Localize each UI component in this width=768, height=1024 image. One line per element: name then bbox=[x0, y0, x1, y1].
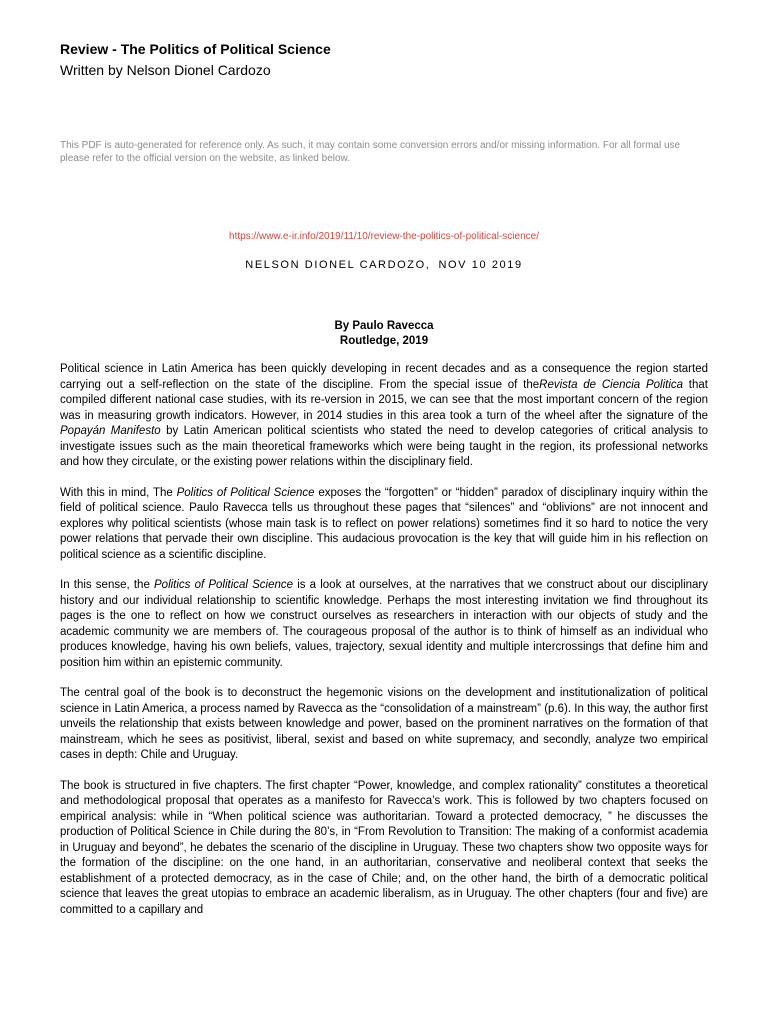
book-publisher: Routledge, 2019 bbox=[339, 335, 429, 347]
paragraph-5: The book is structured in five chapters. The first chapter “Power, knowledge, and complex rationality” constitutes a theoretical and methodological proposal that operates as a manifesto for Ravecca’s work. This is followed by two chapters focused on empirical analysis: while in “When political science was authoritarian. Toward a protected democracy, ” he discusses the production of Political Science in Chile during the 80’s, in “From Revolution to Transition: The making of a conformist academia in Uruguay and beyond”, he debates the scenario of the discipline in Uruguay. These two chapters show two opposite ways for the formation of the discipline: on the one hand, in an authoritarian, conservative and neoliberal context that seeks the establishment of a protected democracy, as in the case of Chile; and, on the other hand, the birth of a democratic political science that leaves the great utopias to embrace an academic liberalism, as in Uruguay. The other chapters (four and five) are committed to a capillary and bbox=[60, 779, 708, 916]
paragraph-1: Political science in Latin America has been quickly developing in recent decades and as a consequence the region started carrying out a self-reflection on the state of the discipline. From the special issue of theRevista de Ciencia Politica that compiled different national case studies, with its re-version in 2015, we can see that the most important concern of the region was in measuring growth indicators. However, in 2014 studies in this area took a turn of the wheel after the signature of the Popayán Manifesto by Latin American political scientists who stated the need to develop categories of critical analysis to investigate issues such as the main theoretical frameworks which were being taught in the region, its professional networks and how they circulate, or the existing power relations within the disciplinary field. bbox=[60, 363, 709, 468]
byline-author: NELSON DIONEL CARDOZO, bbox=[245, 259, 431, 271]
byline-date: NOV 10 2019 bbox=[438, 259, 523, 271]
paragraph-4: The central goal of the book is to deconstruct the hegemonic visions on the development and institutionalization of political science in Latin America, a process named by Ravecca as the “consolidation of a mainstream” (p.6). In this way, the author first unveils the relationship that exists between knowledge and power, based on the prominent narratives on the formation of that mainstream, which he sees as positivist, liberal, sexist and based on white supremacy, and secondly, analyze two empirical cases in depth: Chile and Uruguay. bbox=[60, 687, 708, 761]
page-title: Review - The Politics of Political Science bbox=[60, 41, 331, 57]
book-info bbox=[60, 319, 708, 349]
paragraph-3: In this sense, the Politics of Political Science is a look at ourselves, at the narratives that we construct about our disciplinary history and our individual relationship to scientific knowledge. Perhaps the most interesting invitation we find throughout its pages is the one to reflect on how we construct ourselves as researchers in interaction with our objects of study and the academic community we are members of. The courageous proposal of the author is to think of himself as an individual who produces knowledge, having his own beliefs, values, trajectory, sexual identity and multiple intercrossings that define him and position him within an epistemic community. bbox=[60, 579, 708, 669]
disclaimer-text: This PDF is auto-generated for reference only. As such, it may contain some conversion errors and/or missing information. For all formal use please refer to the official version on the website, as linked below. bbox=[60, 140, 681, 164]
source-link[interactable]: https://www.e-ir.info/2019/11/10/review-the-politics-of-political-science/ bbox=[229, 231, 539, 242]
paragraph-2: With this in mind, The Politics of Political Science exposes the “forgotten” or “hidden” paradox of disciplinary inquiry within the field of political science. Paulo Ravecca tells us throughout these pages that “silences” and “oblivions” are not innocent and explores why political scientists (whose main task is to reflect on power relations) sometimes find it so hard to notice the very power relations that pervade their own discipline. This audacious provocation is the key that will guide him in his reflection on political science as a scientific discipline. bbox=[60, 486, 708, 561]
article-body bbox=[60, 362, 708, 933]
author-line: Written by Nelson Dionel Cardozo bbox=[60, 62, 271, 78]
book-author: By Paulo Ravecca bbox=[334, 320, 434, 332]
byline bbox=[60, 259, 708, 271]
